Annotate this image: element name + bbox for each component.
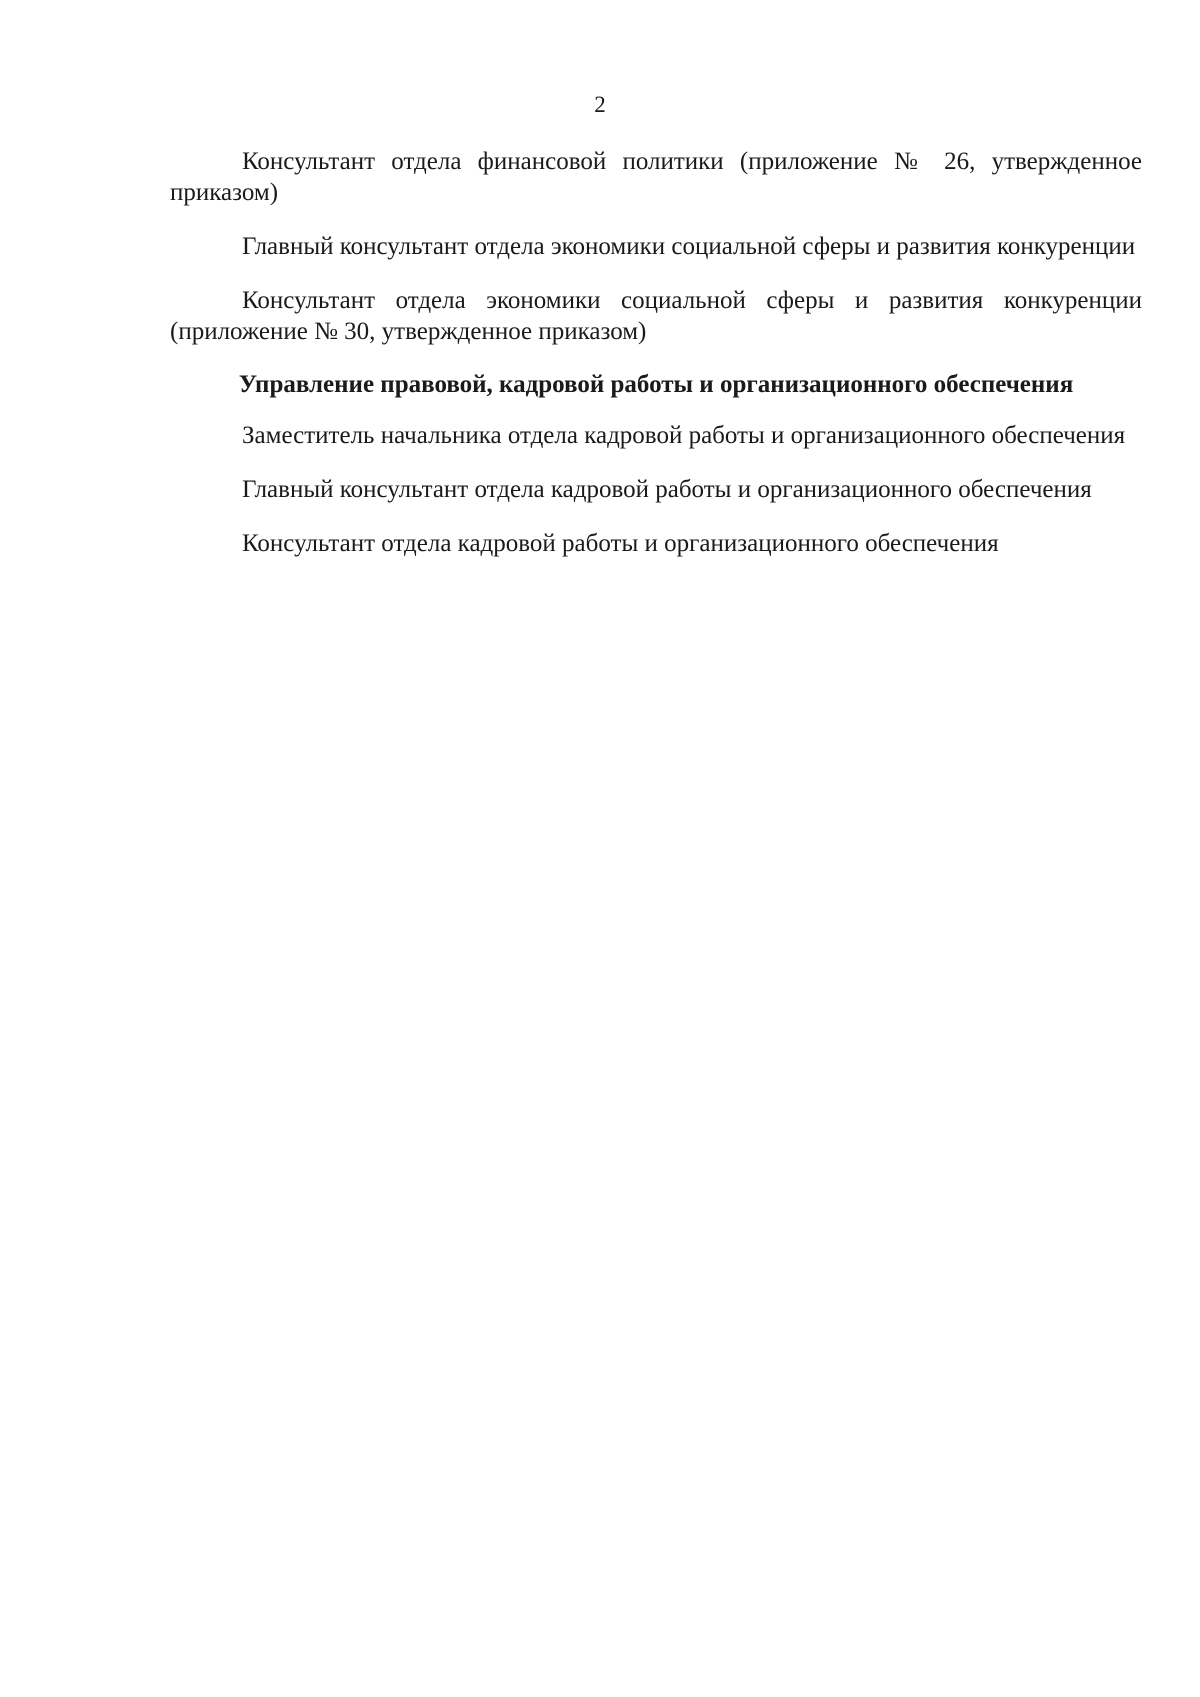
position-paragraph: Консультант отдела кадровой работы и организационного обеспечения	[242, 530, 999, 557]
position-paragraph: Главный консультант отдела экономики социальной сферы и развития конкуренции	[242, 233, 1136, 260]
section-heading: Управление правовой, кадровой работы и организационного обеспечения	[238, 371, 1074, 398]
position-paragraph: Заместитель начальника отдела кадровой работы и организационного обеспечения	[242, 422, 1126, 449]
document-body	[170, 146, 1142, 559]
position-paragraph: Консультант отдела финансовой политики (приложение № 26, утвержденное приказом)	[170, 148, 1142, 206]
position-paragraph: Главный консультант отдела кадровой работы и организационного обеспечения	[242, 476, 1092, 503]
position-paragraph: Консультант отдела экономики социальной сферы и развития конкуренции (приложение № 30, утвержденное приказом)	[170, 287, 1142, 345]
page-number: 2	[594, 92, 606, 117]
